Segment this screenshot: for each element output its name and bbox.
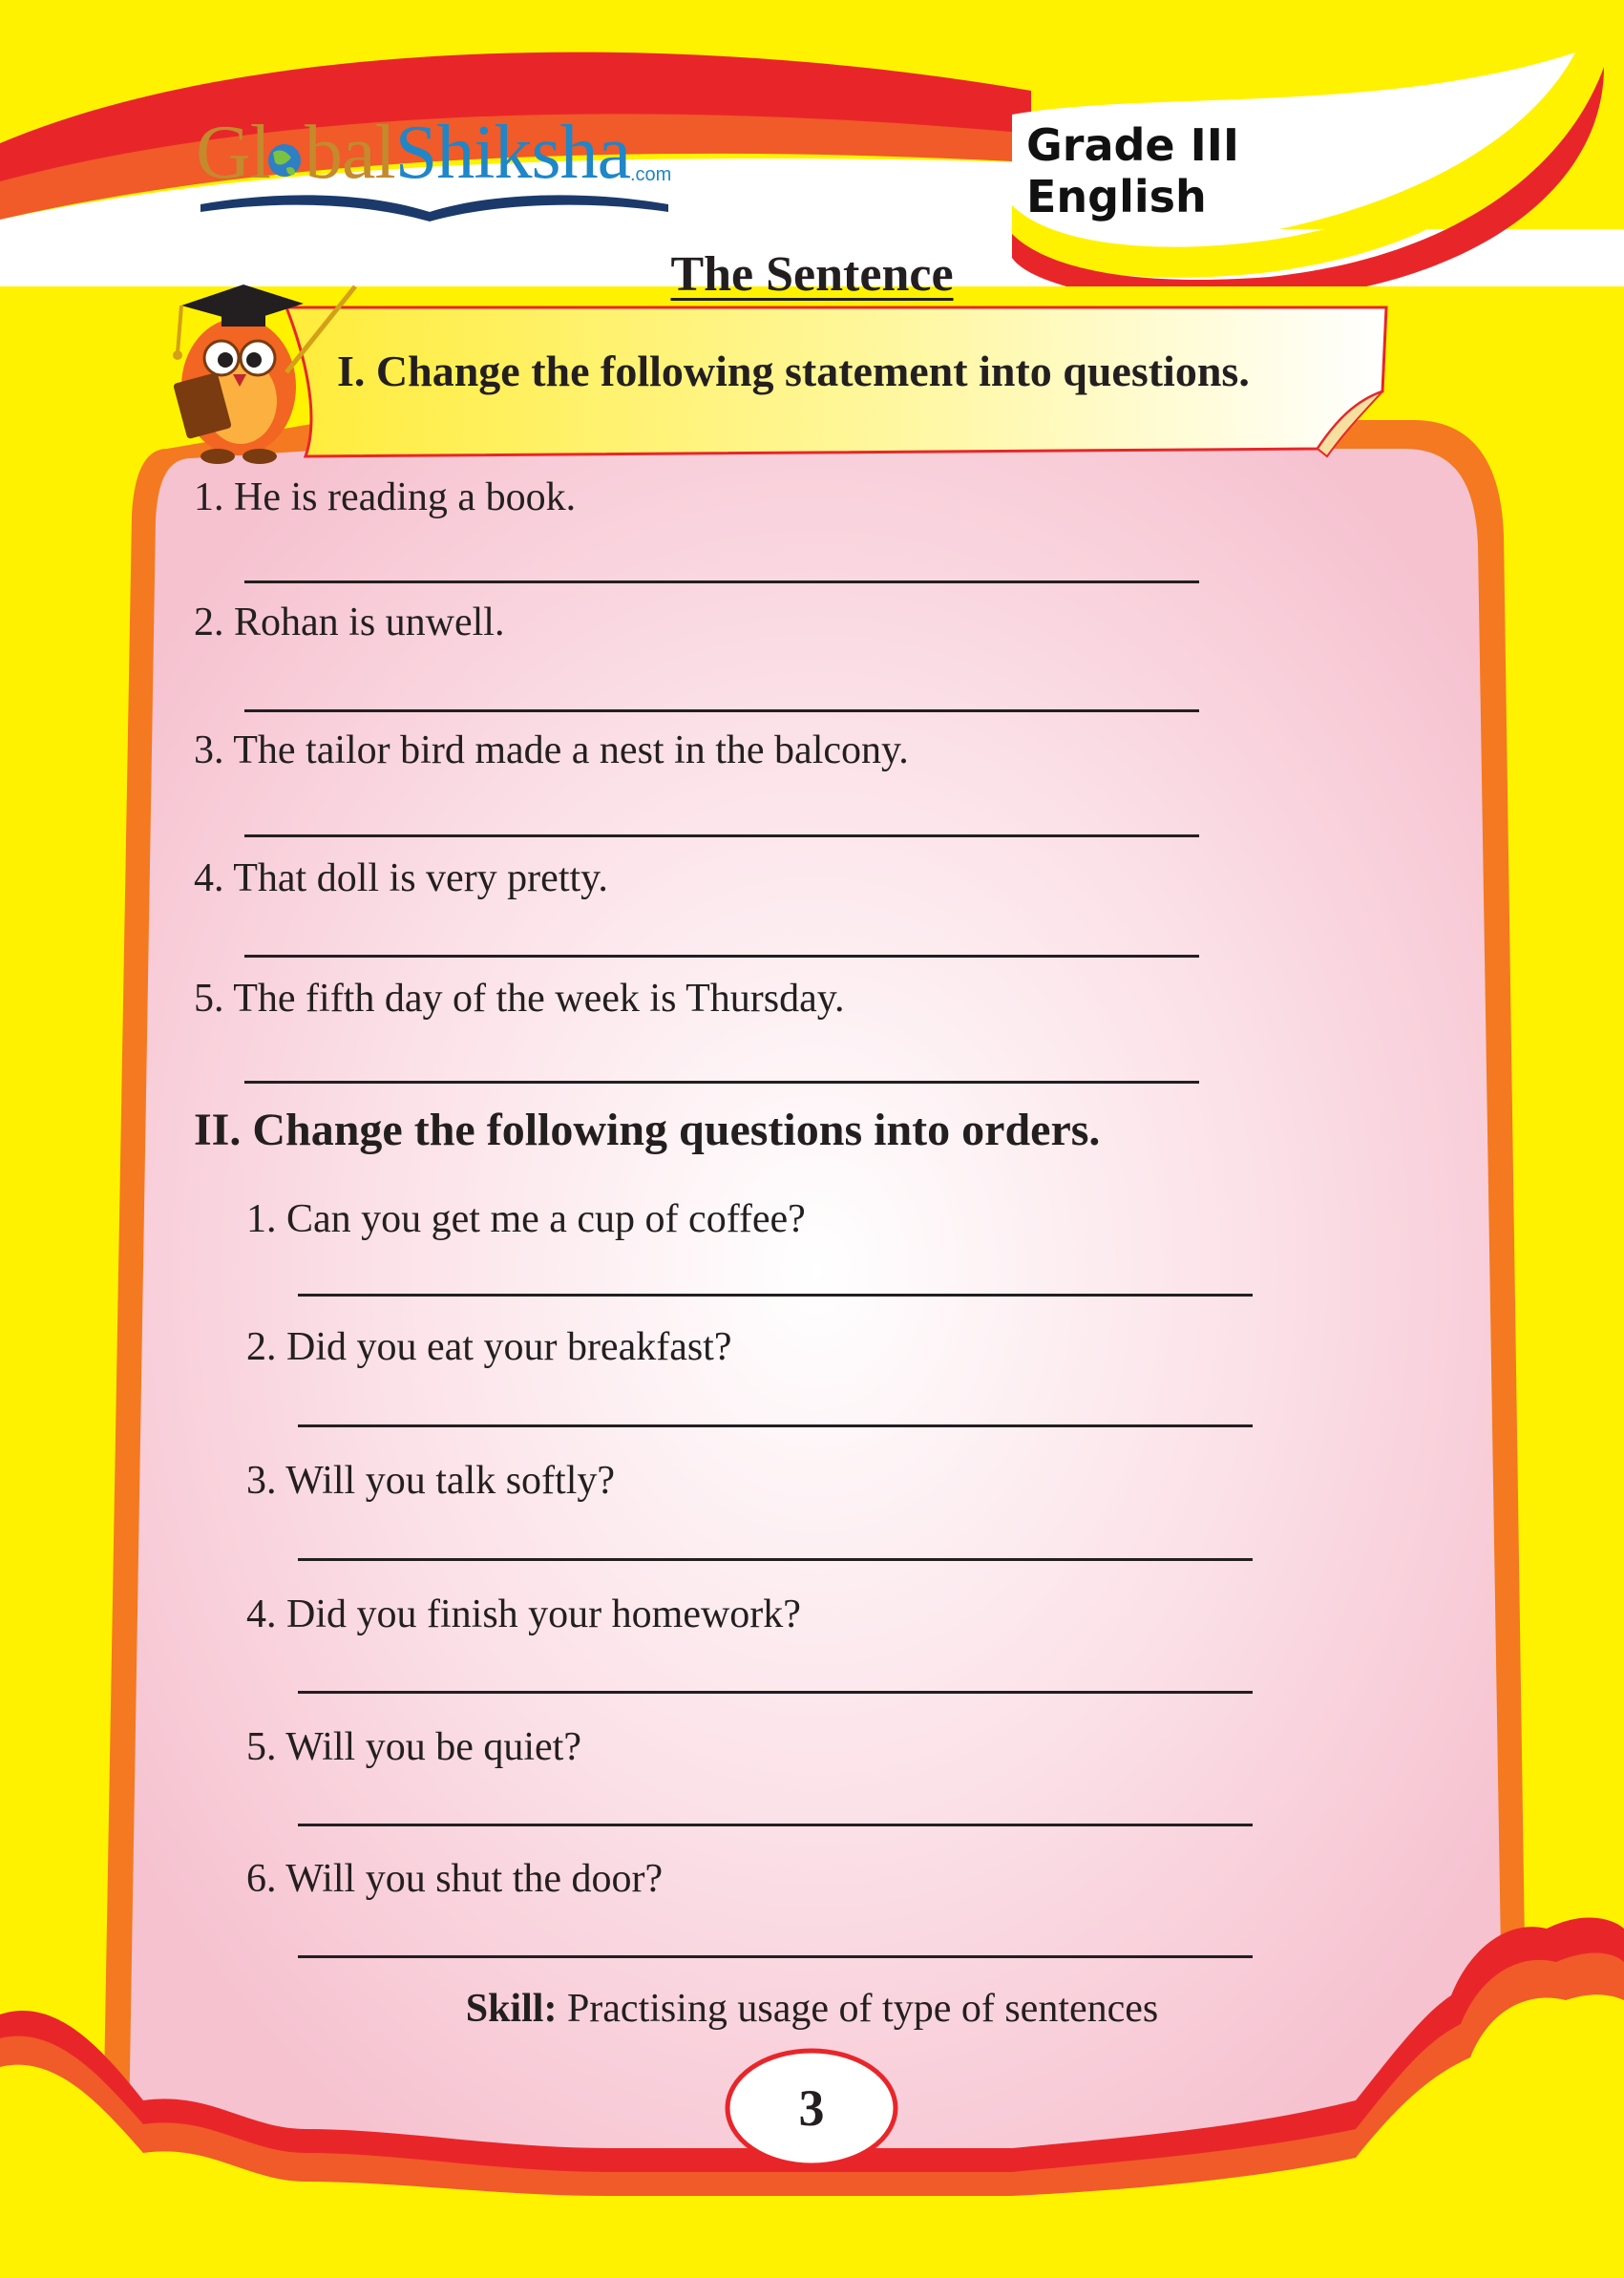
logo-text-part1: Gl — [196, 111, 270, 195]
answer-line — [298, 1955, 1253, 1958]
section2-item-6: 6. Will you shut the door? — [246, 1857, 664, 1901]
answer-line — [244, 1081, 1199, 1084]
answer-line — [298, 1558, 1253, 1561]
section2-item-3: 3. Will you talk softly? — [246, 1459, 615, 1503]
section2-item-2: 2. Did you eat your breakfast? — [246, 1325, 732, 1369]
logo-text-part3: Shiksha — [394, 111, 631, 195]
answer-line — [298, 1424, 1253, 1427]
section2-item-5: 5. Will you be quiet? — [246, 1725, 581, 1769]
logo-suffix: .com — [630, 164, 672, 185]
logo-text-part2: bal — [305, 111, 395, 195]
grade-label: Grade III English — [1026, 119, 1239, 222]
skill-text: Practising usage of type of sentences — [557, 1987, 1159, 2031]
answer-line — [244, 709, 1199, 712]
section1-item-3: 3. The tailor bird made a nest in the balcony. — [194, 728, 909, 772]
page-number: 3 — [798, 2079, 825, 2137]
section2-item-1: 1. Can you get me a cup of coffee? — [246, 1197, 806, 1241]
answer-line — [298, 1824, 1253, 1826]
answer-line — [298, 1294, 1253, 1297]
section1-item-4: 4. That doll is very pretty. — [194, 856, 608, 900]
section2-item-4: 4. Did you finish your homework? — [246, 1592, 801, 1636]
section1-item-2: 2. Rohan is unwell. — [194, 601, 505, 644]
globalshiksha-logo — [196, 111, 692, 220]
pink-panel — [129, 449, 1504, 2162]
section1-heading: I. Change the following statement into questions. — [337, 347, 1250, 395]
section1-item-5: 5. The fifth day of the week is Thursday. — [194, 977, 845, 1021]
skill-label: Skill: — [465, 1987, 558, 2031]
section1-item-1: 1. He is reading a book. — [194, 475, 577, 519]
page-title: The Sentence — [670, 247, 954, 302]
answer-line — [244, 955, 1199, 958]
answer-line — [244, 580, 1199, 583]
section2-heading: II. Change the following questions into orders. — [194, 1105, 1101, 1155]
answer-line — [244, 834, 1199, 837]
skill-caption — [0, 1986, 1624, 2032]
answer-line — [298, 1691, 1253, 1694]
